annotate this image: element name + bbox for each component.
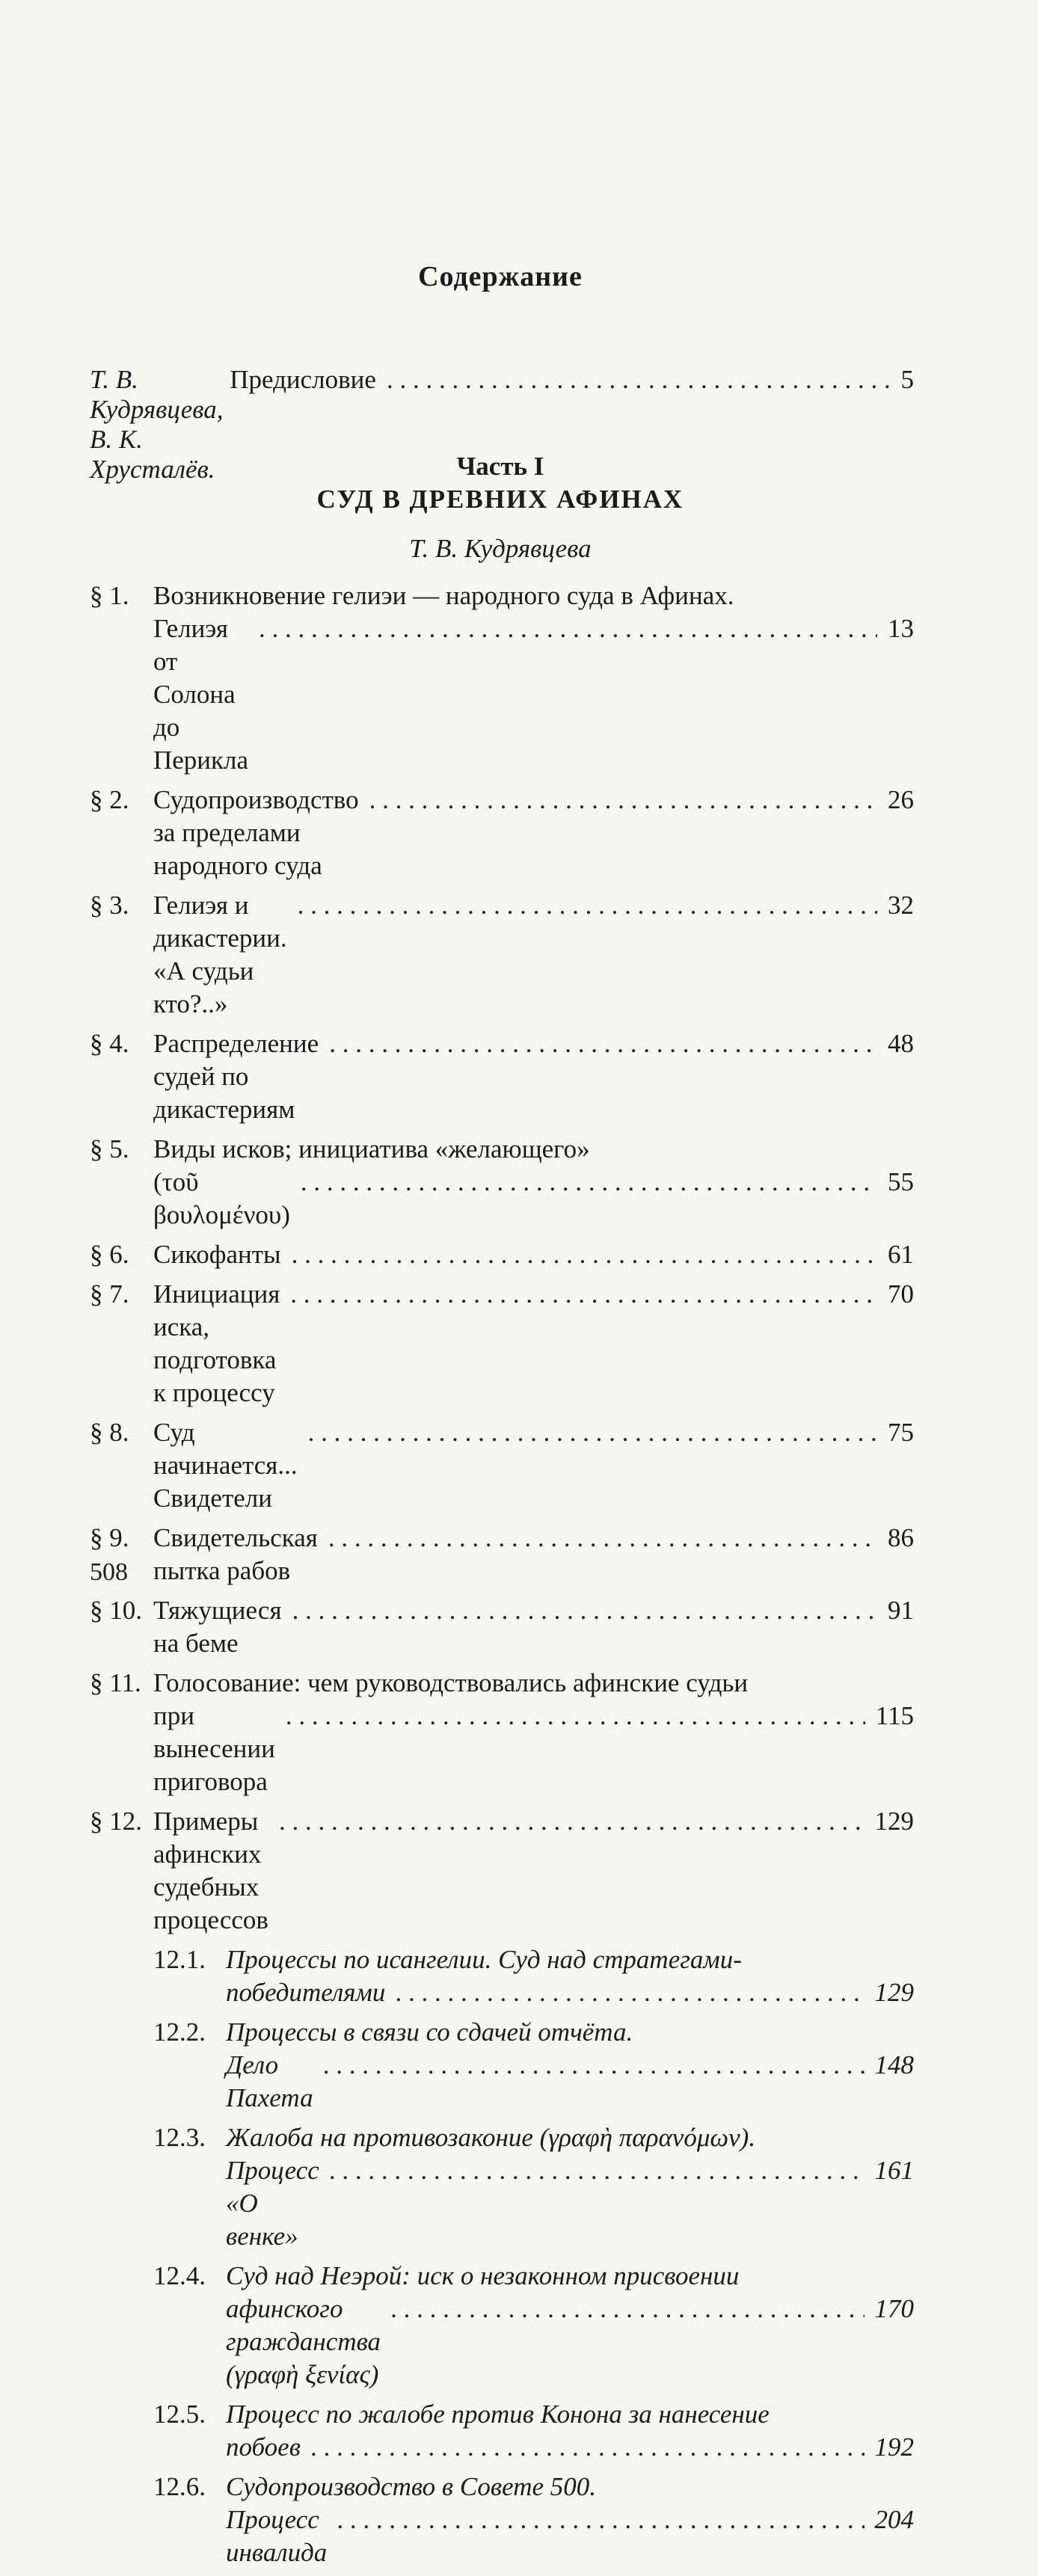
entry-page: 61: [888, 1240, 914, 1269]
entry-text: Распределение судей по дикастериям: [153, 1029, 319, 1124]
entry-text: афинского гражданства (γραφὴ ξενίας): [226, 2294, 381, 2389]
entry-text: Гелиэя от Солона до Перикла: [153, 614, 249, 775]
entry-page: 26: [888, 785, 914, 814]
entry-text: Процесс по жалобе против Конона за нанесение: [226, 2400, 770, 2429]
entry-line: [226, 2121, 914, 2154]
entry-number: § 11.: [90, 1668, 141, 1697]
entry-line: [153, 612, 914, 777]
entry-number: § 2.: [90, 785, 129, 814]
dot-leader: [369, 784, 877, 817]
entry-number: § 7.: [90, 1279, 129, 1309]
toc-section[interactable]: [90, 1416, 914, 1515]
entry-text: Инициация иска, подготовка к процессу: [153, 1279, 280, 1407]
entry-text: (τοῦ βουλομένου): [153, 1167, 290, 1229]
entry-number: § 1.: [90, 581, 129, 610]
toc-section[interactable]: [90, 784, 914, 882]
toc-section[interactable]: [90, 889, 914, 1021]
entry-line: [153, 784, 914, 882]
entry-line: [226, 2471, 914, 2503]
toc-subsection[interactable]: [90, 2121, 914, 2253]
toc-section[interactable]: [90, 1805, 914, 1937]
toc-subsection[interactable]: [90, 2471, 914, 2569]
entry-text: Примеры афинских судебных процессов: [153, 1807, 268, 1934]
entry-text: победителями: [226, 1978, 386, 2007]
entry-number: § 10.: [90, 1596, 142, 1625]
dot-leader: [387, 365, 891, 395]
entry-line: [153, 1238, 914, 1271]
entry-line: [153, 1133, 914, 1166]
entry-number: 12.6.: [153, 2472, 206, 2501]
entry-line: [153, 889, 914, 1021]
entry-line: [153, 580, 914, 612]
table-of-contents: [90, 580, 914, 2576]
entry-number: § 8.: [90, 1418, 129, 1447]
page-title: Содержание: [418, 261, 583, 292]
entry-page: 148: [874, 2050, 914, 2079]
page-number: 508: [90, 1558, 128, 1586]
entry-text: Процесс инвалида: [226, 2505, 328, 2567]
entry-page: 75: [888, 1418, 914, 1447]
entry-text: Дело Пахета: [226, 2050, 313, 2112]
entry-line: [153, 1027, 914, 1126]
entry-number: 12.5.: [153, 2400, 206, 2429]
toc-section[interactable]: [90, 1027, 914, 1126]
entry-page: 86: [888, 1523, 914, 1552]
toc-subsection[interactable]: [90, 2398, 914, 2464]
dot-leader: [324, 2049, 865, 2082]
entry-page: 115: [875, 1701, 914, 1730]
dot-leader: [308, 1416, 877, 1449]
entry-line: [153, 1522, 914, 1587]
entry-line: [226, 2431, 914, 2464]
dot-leader: [329, 1027, 877, 1060]
dot-leader: [328, 1522, 877, 1555]
entry-page: 129: [874, 1807, 914, 1836]
entry-number: 12.2.: [153, 2017, 206, 2047]
entry-number: § 4.: [90, 1029, 129, 1058]
toc-section[interactable]: [90, 1667, 914, 1798]
entry-line: [226, 2503, 914, 2569]
entry-line: [226, 1943, 914, 1976]
preface-page: 5: [900, 365, 914, 394]
entry-page: 91: [888, 1596, 914, 1625]
dot-leader: [286, 1700, 865, 1733]
entry-number: § 5.: [90, 1134, 129, 1163]
toc-section[interactable]: [90, 1278, 914, 1410]
toc-subsection[interactable]: [90, 2260, 914, 2391]
entry-text: Гелиэя и дикастерии. «А судьи кто?..»: [153, 891, 287, 1018]
entry-line: [226, 2293, 914, 2391]
entry-page: 55: [888, 1167, 914, 1196]
entry-text: Виды исков; инициатива «желающего»: [153, 1134, 590, 1163]
entry-page: 70: [888, 1279, 914, 1309]
dot-leader: [301, 1166, 877, 1199]
part-label: Часть I: [456, 452, 544, 481]
preface-authors: Т. В. Кудрявцева, В. К. Хрусталёв.: [90, 365, 224, 484]
entry-line: [226, 2260, 914, 2293]
entry-text: Процессы по исангелии. Суд над стратегами-: [226, 1945, 742, 1974]
dot-leader: [292, 1238, 877, 1271]
entry-text: Суд над Неэрой: иск о незаконном присвоении: [226, 2261, 740, 2290]
entry-page: 32: [888, 891, 914, 920]
entry-text: Процессы в связи со сдачей отчёта.: [226, 2017, 633, 2047]
entry-page: 204: [874, 2505, 914, 2534]
entry-number: 12.1.: [153, 1945, 206, 1974]
entry-line: [153, 1594, 914, 1660]
part-title: СУД В ДРЕВНИХ АФИНАХ: [316, 485, 684, 514]
entry-page: 170: [874, 2294, 914, 2323]
entry-text: Жалоба на противозаконие (γραφὴ παρανόμων).: [226, 2123, 756, 2152]
entry-line: [226, 2398, 914, 2431]
toc-section[interactable]: [90, 580, 914, 777]
toc-section[interactable]: [90, 1594, 914, 1660]
entry-text: Суд начинается... Свидетели: [153, 1418, 298, 1513]
dot-leader: [279, 1805, 865, 1838]
toc-section[interactable]: [90, 1238, 914, 1271]
dot-leader: [330, 2154, 865, 2187]
dot-leader: [337, 2503, 864, 2536]
dot-leader: [311, 2431, 865, 2464]
dot-leader: [391, 2293, 864, 2326]
toc-section[interactable]: [90, 1133, 914, 1232]
dot-leader: [298, 889, 877, 922]
entry-text: Сикофанты: [153, 1240, 281, 1269]
toc-subsection[interactable]: [90, 1943, 914, 2009]
dot-leader: [259, 612, 877, 645]
entry-line: [153, 1805, 914, 1937]
entry-line: [153, 1278, 914, 1410]
dot-leader: [290, 1278, 877, 1311]
entry-page: 161: [874, 2156, 914, 2185]
entry-line: [226, 1976, 914, 2009]
dot-leader: [292, 1594, 877, 1627]
entry-number: 12.4.: [153, 2261, 206, 2290]
entry-text: Свидетельская пытка рабов: [153, 1523, 318, 1585]
entry-line: [153, 1416, 914, 1515]
entry-text: побоев: [226, 2432, 301, 2462]
entry-line: [153, 1166, 914, 1232]
entry-page: 129: [874, 1978, 914, 2007]
entry-page: 48: [888, 1029, 914, 1058]
entry-page: 13: [888, 614, 914, 643]
entry-number: § 3.: [90, 891, 129, 920]
entry-text: Процесс «О венке»: [226, 2156, 319, 2251]
entry-text: Возникновение гелиэи — народного суда в Афинах.: [153, 581, 734, 610]
entry-text: Судопроизводство за пределами народного суда: [153, 785, 359, 880]
toc-subsection[interactable]: [90, 2016, 914, 2115]
entry-text: при вынесении приговора: [153, 1701, 275, 1796]
part-author: Т. В. Кудрявцева: [409, 534, 592, 563]
entry-line: [153, 1700, 914, 1798]
entry-number: § 12.: [90, 1807, 142, 1836]
entry-line: [153, 1667, 914, 1700]
entry-number: § 6.: [90, 1240, 129, 1269]
entry-number: 12.3.: [153, 2123, 206, 2152]
entry-text: Голосование: чем руководствовались афинские судьи: [153, 1668, 749, 1697]
entry-number: § 9.: [90, 1523, 129, 1552]
toc-section[interactable]: [90, 1522, 914, 1587]
entry-line: [226, 2154, 914, 2253]
entry-line: [226, 2016, 914, 2049]
entry-text: Тяжущиеся на беме: [153, 1596, 282, 1658]
entry-page: 192: [874, 2432, 914, 2462]
entry-text: Судопроизводство в Совете 500.: [226, 2472, 597, 2501]
preface-title: Предисловие: [230, 365, 376, 394]
dot-leader: [396, 1976, 864, 2009]
entry-line: [226, 2049, 914, 2115]
